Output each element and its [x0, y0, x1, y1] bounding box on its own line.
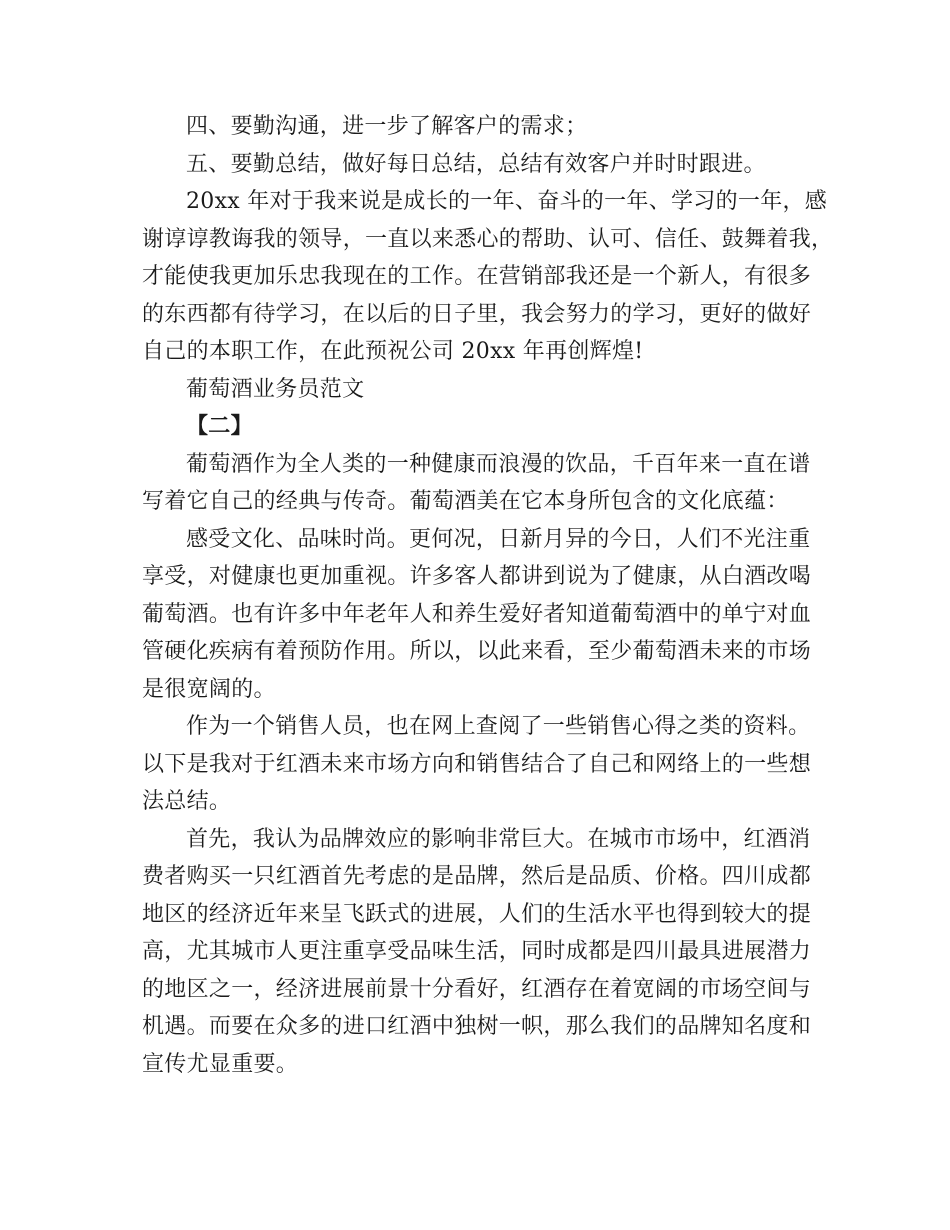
section-title: 葡萄酒业务员范文	[186, 376, 365, 402]
paragraph-line: 以下是我对于红酒未来市场方向和销售结合了自己和网络上的一些想	[142, 751, 812, 777]
paragraph-line: 的东西都有待学习，在以后的日子里，我会努力的学习，更好的做好	[142, 301, 812, 327]
paragraph-line: 自己的本职工作，在此预祝公司 20xx 年再创辉煌!	[142, 339, 644, 364]
paragraph-line: 首先，我认为品牌效应的影响非常巨大。在城市市场中，红酒消	[186, 826, 811, 852]
list-item-5: 五、要勤总结，做好每日总结，总结有效客户并时时跟进。	[186, 151, 766, 177]
paragraph-line: 地区的经济近年来呈飞跃式的进展，人们的生活水平也得到较大的提	[142, 901, 812, 927]
paragraph-line: 是很宽阔的。	[142, 676, 276, 702]
paragraph-line: 费者购买一只红酒首先考虑的是品牌，然后是品质、价格。四川成都	[142, 864, 812, 889]
paragraph-line: 谢谆谆教诲我的领导，一直以来悉心的帮助、认可、信任、鼓舞着我，	[142, 226, 834, 252]
paragraph-line: 葡萄酒作为全人类的一种健康而浪漫的饮品，千百年来一直在谱	[186, 451, 811, 477]
paragraph-line: 20xx 年对于我来说是成长的一年、奋斗的一年、学习的一年，感	[186, 189, 828, 214]
list-item-4: 四、要勤沟通，进一步了解客户的需求；	[186, 114, 588, 139]
paragraph-line: 感受文化、品味时尚。更何况，日新月异的今日，人们不光注重	[186, 526, 811, 552]
paragraph-line: 写着它自己的经典与传奇。葡萄酒美在它本身所包含的文化底蕴：	[142, 489, 789, 514]
document-page	[142, 108, 834, 1083]
paragraph-line: 葡萄酒。也有许多中年老年人和养生爱好者知道葡萄酒中的单宁对血	[142, 601, 812, 627]
paragraph-line: 高，尤其城市人更注重享受品味生活，同时成都是四川最具进展潜力	[142, 939, 812, 964]
paragraph-line: 机遇。而要在众多的进口红酒中独树一帜，那么我们的品牌知名度和	[142, 1014, 812, 1039]
paragraph-line: 法总结。	[142, 789, 232, 814]
paragraph-line: 的地区之一，经济进展前景十分看好，红酒存在着宽阔的市场空间与	[142, 976, 812, 1002]
paragraph-line: 宣传尤显重要。	[142, 1051, 299, 1077]
paragraph-line: 才能使我更加乐忠我现在的工作。在营销部我还是一个新人，有很多	[142, 264, 812, 289]
paragraph-line: 享受，对健康也更加重视。许多客人都讲到说为了健康，从白酒改喝	[142, 564, 812, 589]
section-number: 【二】	[186, 413, 253, 439]
paragraph-line: 作为一个销售人员，也在网上查阅了一些销售心得之类的资料。	[186, 714, 811, 739]
paragraph-line: 管硬化疾病有着预防作用。所以，以此来看，至少葡萄酒未来的市场	[142, 639, 812, 664]
